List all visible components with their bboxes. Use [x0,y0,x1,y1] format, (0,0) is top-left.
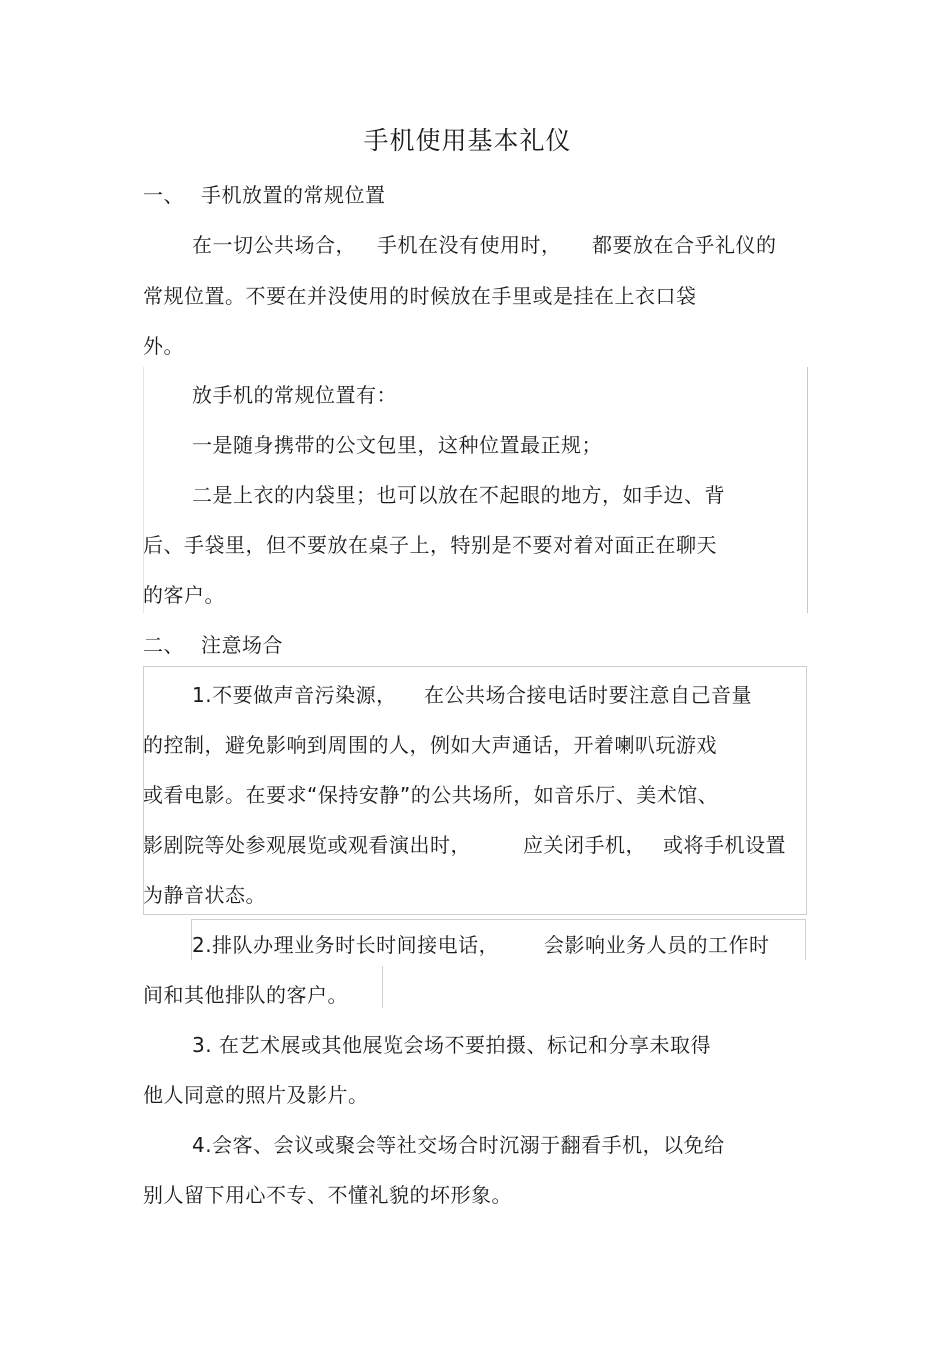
list-item-text: 间和其他排队的客户。 [143,983,348,1007]
paragraph-text: 外。 [143,334,184,358]
list-item-text: 或看电影。在要求“保持安静”的公共场所，如音乐厅、美术馆、 [143,783,719,807]
paragraph-text: 的客户。 [143,583,225,607]
paragraph-text: 一是随身携带的公文包里，这种位置最正规； [192,433,602,457]
list-item-text: 他人同意的照片及影片。 [143,1083,369,1107]
list-item-text: 会影响业务人员的工作时 [544,933,770,957]
paragraph-text: 后、手袋里，但不要放在桌子上，特别是不要对着对面正在聊天 [143,533,717,557]
list-item-text: 4.会客、会议或聚会等社交场合时沉溺于翻看手机，以免给 [192,1133,725,1157]
list-item-text: 的控制，避免影响到周围的人，例如大声通话，开着喇叭玩游戏 [143,733,717,757]
section-heading: 手机放置的常规位置 [201,183,386,207]
section-heading: 注意场合 [201,633,283,657]
list-item-text: 应关闭手机， [523,833,646,857]
section-number: 二、 [143,633,184,657]
section-number: 一、 [143,183,184,207]
list-item-text: 3. 在艺术展或其他展览会场不要拍摄、标记和分享未取得 [192,1033,711,1057]
paragraph-text: 在一切公共场合， [192,233,356,257]
paragraph-text: 二是上衣的内袋里；也可以放在不起眼的地方，如手边、背 [192,483,725,507]
list-item-text: 在公共场合接电话时要注意自己音量 [424,683,752,707]
list-item-text: 影剧院等处参观展览或观看演出时， [143,833,471,857]
paragraph-text: 放手机的常规位置有： [192,383,397,407]
paragraph-text: 手机在没有使用时， [377,233,562,257]
list-item-text: 为静音状态。 [143,883,266,907]
list-item-text: 或将手机设置 [663,833,786,857]
list-item-text: 2.排队办理业务时长时间接电话， [192,933,500,957]
list-item-text: 1.不要做声音污染源， [192,683,397,707]
document-title: 手机使用基本礼仪 [363,126,572,155]
paragraph-text: 常规位置。不要在并没使用的时候放在手里或是挂在上衣口袋 [143,284,697,308]
paragraph-text: 都要放在合乎礼仪的 [592,233,777,257]
list-item-text: 别人留下用心不专、不懂礼貌的坏形象。 [143,1183,512,1207]
